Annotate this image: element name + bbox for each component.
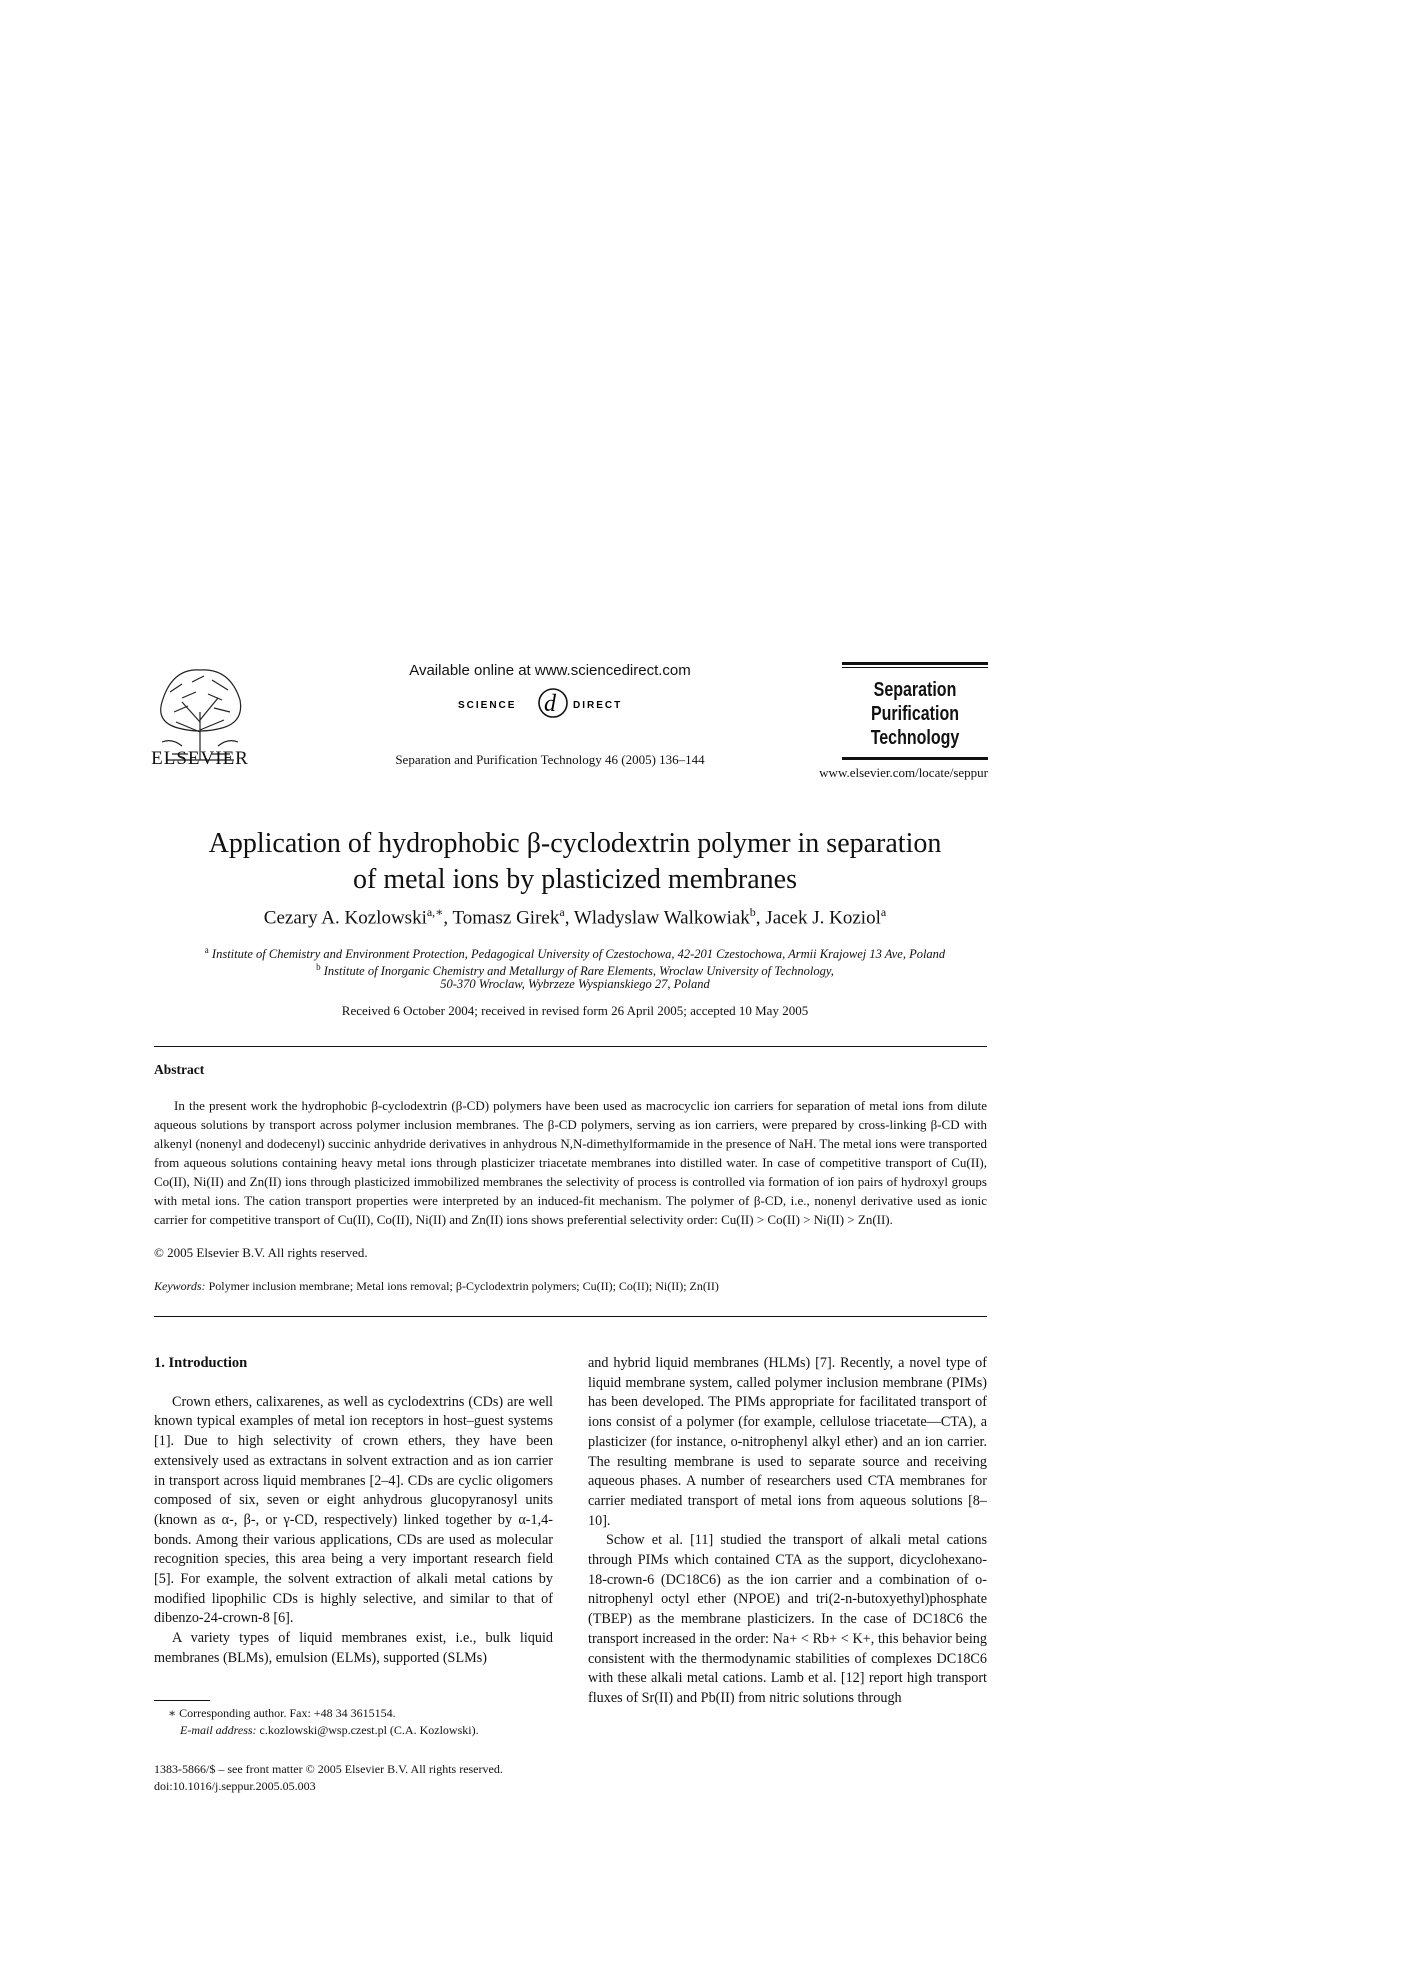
issn-line: 1383-5866/$ – see front matter © 2005 Elsevier B.V. All rights reserved.: [154, 1762, 503, 1776]
journal-url[interactable]: www.elsevier.com/locate/seppur: [819, 765, 988, 780]
author-affiliation-mark: a: [559, 905, 565, 919]
keywords-text: Polymer inclusion membrane; Metal ions removal; β-Cyclodextrin polymers; Cu(II); Co(II); Ni(II); Zn(II): [208, 1279, 719, 1293]
keywords-label: Keywords:: [154, 1279, 206, 1293]
author-affiliation-mark: b: [749, 905, 756, 919]
keywords: [154, 1279, 987, 1294]
journal-brand-line-1: Separation: [873, 679, 957, 701]
publisher-name: ELSEVIER: [151, 748, 249, 769]
abstract-heading: Abstract: [154, 1062, 205, 1077]
left-column: [154, 1354, 553, 1669]
author-name: Wladyslaw Walkowiak: [573, 907, 750, 929]
sciencedirect-logo-left: SCIENCE: [458, 700, 517, 711]
journal-brand-line-3: Technology: [870, 727, 960, 749]
author-name: Tomasz Girek: [452, 907, 560, 929]
abstract-copyright: © 2005 Elsevier B.V. All rights reserved.: [154, 1245, 368, 1260]
affiliation-mark: b: [316, 962, 321, 972]
affiliation-text: Institute of Inorganic Chemistry and Metallurgy of Rare Elements, Wroclaw University of Technology,: [323, 964, 834, 979]
author-list: Cezary A. Kozlowski$^{a,∗}$, Tomasz Girek$^a$, Wladyslaw Walkowiak$^b$, Jacek J. Koziol$^a$: [263, 905, 887, 929]
doi-line[interactable]: doi:10.1016/j.seppur.2005.05.003: [154, 1779, 316, 1793]
paper-title-line-2: of metal ions by plasticized membranes: [353, 864, 797, 895]
paragraph: Schow et al. [11] studied the transport of alkali metal cations through PIMs which contained CTA as the support, dicyclohexano-18-crown-6 (DC18C6) as the ion carrier and a combination of o-nitrophenyl octyl ether (NPOE) and tri(2-n-butoxyethyl)phosphate (TBEP) as the membrane plasticizers. In the case of DC18C6 the transport increased in the order: Na+ < Rb+ < K+, this behavior being consistent with the thermodynamic stabilities of complexes DC18C6 with these alkali metal cations. Lamb et al. [12] report high transport fluxes of Sr(II) and Pb(II) from nitric solutions through: [588, 1532, 987, 1706]
abstract-body: In the present work the hydrophobic β-cyclodextrin (β-CD) polymers have been used as macrocyclic ion carriers for separation of metal ions from dilute aqueous solutions by transport across polymer inclusion membranes. The β-CD polymers, serving as ion carriers, were prepared by cross-linking β-CD with alkenyl (nonenyl and dodecenyl) succinic anhydride derivatives in anhydrous N,N-dimethylformamide in the presence of NaH. The metal ions were transported from aqueous solutions containing heavy metal ions through plasticizer triacetate membranes into distilled water. In case of competitive transport of Cu(II), Co(II), Ni(II) and Zn(II) ions through plasticized immobilized membranes the selectivity of process is controlled via formation of ion pairs of hydroxyl groups with metal ions. The cation transport properties were interpreted by an induced-fit mechanism. The polymer of β-CD, i.e., nonenyl derivative used as ionic carrier for competitive transport of Cu(II), Co(II), Ni(II) and Zn(II) ions shows preferential selectivity order: Cu(II) > Co(II) > Ni(II) > Zn(II).: [154, 1098, 987, 1227]
journal-brand: [842, 662, 988, 760]
author-affiliation-mark: a,∗: [426, 905, 444, 919]
affiliation-mark: a: [204, 945, 209, 955]
journal-reference: Separation and Purification Technology 46 (2005) 136–144: [395, 752, 705, 767]
author-name: Jacek J. Koziol: [765, 907, 881, 929]
affiliation-text: 50-370 Wroclaw, Wybrzeze Wyspianskiego 27, Poland: [440, 977, 710, 991]
paper-title: [160, 826, 990, 898]
footnote-divider: [154, 1700, 210, 1701]
paragraph: A variety types of liquid membranes exist, i.e., bulk liquid membranes (BLMs), emulsion (ELMs), supported (SLMs): [154, 1630, 553, 1666]
email-label: E-mail address:: [180, 1723, 257, 1737]
email-note: [154, 1722, 553, 1739]
received-dates: Received 6 October 2004; received in revised form 26 April 2005; accepted 10 May 2005: [341, 1003, 809, 1018]
divider: [154, 1316, 987, 1317]
section-heading: 1. Introduction: [154, 1355, 248, 1371]
svg-text:d: d: [544, 691, 556, 717]
email-address[interactable]: c.kozlowski@wsp.czest.pl (C.A. Kozlowski).: [259, 1723, 479, 1737]
affiliation-b-address: [150, 976, 1000, 992]
sciencedirect-logo: [458, 683, 643, 723]
paragraph: and hybrid liquid membranes (HLMs) [7]. Recently, a novel type of liquid membrane system, called polymer inclusion membrane (PIMs) has been developed. The PIMs appropriate for facilitated transport of ions consist of a polymer (for example, cellulose triacetate—CTA), a plasticizer (for instance, o-nitrophenyl alkyl ether) and an ion carrier. The resulting membrane is used to separate source and receiving aqueous phases. A number of researchers used CTA membranes for carrier mediated transport of metal ions from aqueous solutions [8–10].: [588, 1355, 987, 1529]
footnotes: [154, 1705, 553, 1739]
front-matter: [154, 1761, 574, 1795]
paper-title-line-1: Application of hydrophobic β-cyclodextrin polymer in separation: [208, 828, 942, 859]
affiliation-text: Institute of Chemistry and Environment Protection, Pedagogical University of Czestochowa, 42-201 Czestochowa, Armii Krajowej 13 Ave, Poland: [211, 947, 946, 962]
right-column: [588, 1354, 987, 1709]
author-name: Cezary A. Kozlowski: [263, 907, 427, 929]
available-online-text: Available online at www.sciencedirect.com: [409, 662, 691, 679]
journal-brand-line-2: Purification: [870, 703, 959, 725]
author-affiliation-mark: a: [880, 905, 887, 919]
paragraph: Crown ethers, calixarenes, as well as cyclodextrins (CDs) are well known typical examples of metal ion receptors in host–guest systems [1]. Due to high selectivity of crown ethers, they have been extensively used as extractans in solvent extraction and as ion carrier in transport across liquid membranes [2–4]. CDs are cyclic oligomers composed of six, seven or eight anhydrous glucopyranosyl units (known as α-, β-, or γ-CD, respectively) linked together by α-1,4-bonds. Among their various applications, CDs are used as molecular recognition species, this area being a very important research field [5]. For example, the solvent extraction of alkali metal cations by modified lipophilic CDs is highly selective, and similar to that of dibenzo-24-crown-8 [6].: [154, 1393, 553, 1627]
corresponding-author-note: ∗ Corresponding author. Fax: +48 34 3615154.: [168, 1706, 396, 1720]
divider: [154, 1046, 987, 1047]
sciencedirect-logo-right: DIRECT: [573, 700, 623, 711]
